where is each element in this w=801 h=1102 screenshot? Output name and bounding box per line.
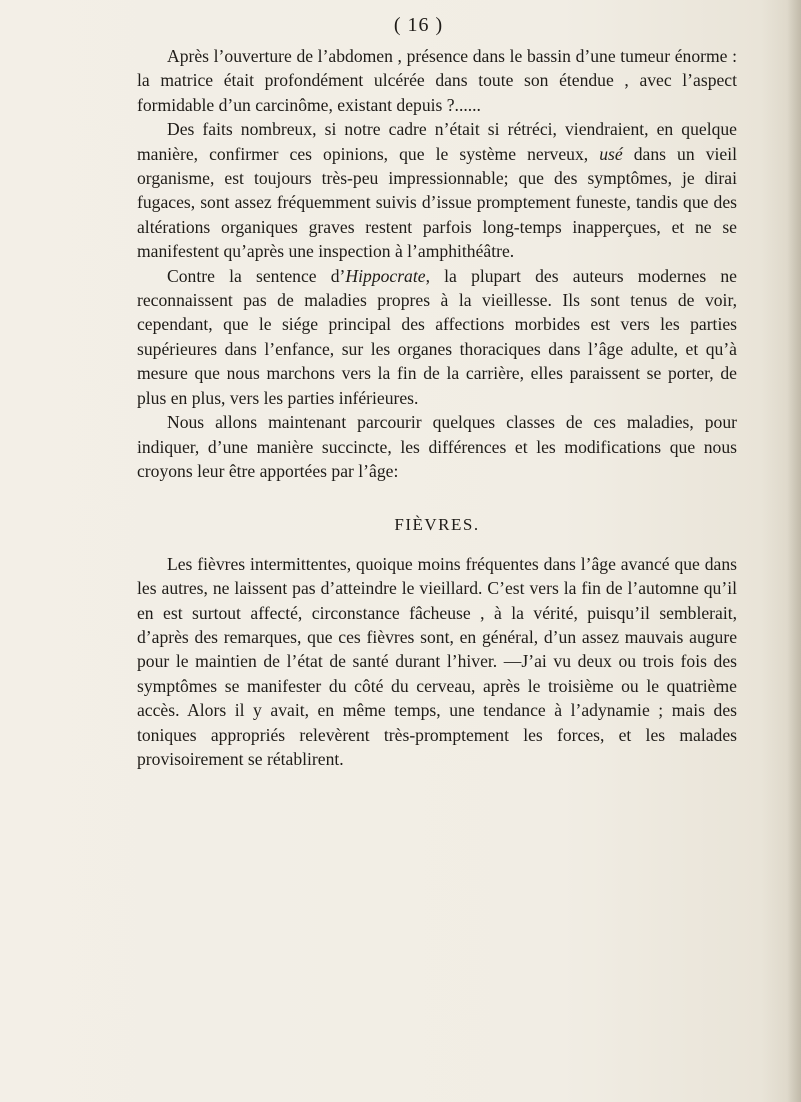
paragraph-3-part-1: Contre la sentence d’ xyxy=(167,265,346,286)
paragraph-2-part-1: Des faits nombreux, si notre cadre n’était si rétréci, viendraient, en quelque manière, confirmer ces opinions, que le système nerveux, xyxy=(137,119,737,164)
paragraph-1: Après l’ouverture de l’abdomen , présence dans le bassin d’une tumeur énorme : la matrice était profondément ulcérée dans toute son étendue , avec l’aspect formidable d’un carcinôme, existant depuis ?...... xyxy=(137,46,737,115)
paragraph-2-part-2: dans un vieil organisme, est toujours très-peu impressionnable; que des symptômes, je dirai fugaces, sont assez fréquemment suivis d’issue promptement funeste, tandis que des altérations organiques graves restent parfois long-temps inapperçues, et ne se manifestent qu’après une inspection à l’amphithéâtre. xyxy=(137,143,737,262)
paragraph-3-part-2: , la plupart des auteurs modernes ne reconnaissent pas de maladies propres à la vieillesse. Ils sont tenus de voir, cependant, que le siége principal des affections morbides est vers les parties supérieures dans l’enfance, sur les organes thoraciques dans l’âge adulte, et qu’à mesure que nous marchons vers la fin de la carrière, elles paraissent se porter, de plus en plus, vers les parties inférieures. xyxy=(137,265,737,408)
section-heading: FIÈVRES. xyxy=(394,515,480,535)
paragraph-4: Nous allons maintenant parcourir quelques classes de ces maladies, pour indiquer, d’une manière succincte, les différences et les modifications que nous croyons leur être apportées par l’âge: xyxy=(137,412,737,481)
page-number: ( 16 ) xyxy=(393,14,444,36)
page-edge-shadow xyxy=(787,0,801,1102)
page-body xyxy=(137,44,737,771)
italic-word-use: usé xyxy=(599,143,623,164)
paragraph-5: Les fièvres intermittentes, quoique moins fréquentes dans l’âge avancé que dans les autres, ne laissent pas d’atteindre le vieillard. C’est vers la fin de l’automne qu’il en est surtout affecté, circonstance fâcheuse , à la vérité, puisqu’il semblerait, d’après des remarques, que ces fièvres sont, en général, d’un assez mauvais augure pour le maintien de l’état de santé durant l’hiver. —J’ai vu deux ou trois fois des symptômes se manifester du côté du cerveau, après le troisième ou le quatrième accès. Alors il y avait, en même temps, une tendance à l’adynamie ; mais des toniques appropriés relevèrent très-promptement les forces, et les malades provisoirement se rétablirent. xyxy=(137,553,737,769)
paragraph-3 xyxy=(137,264,737,410)
italic-word-hippocrate: Hippocrate xyxy=(345,265,426,286)
paragraph-2 xyxy=(137,117,737,263)
